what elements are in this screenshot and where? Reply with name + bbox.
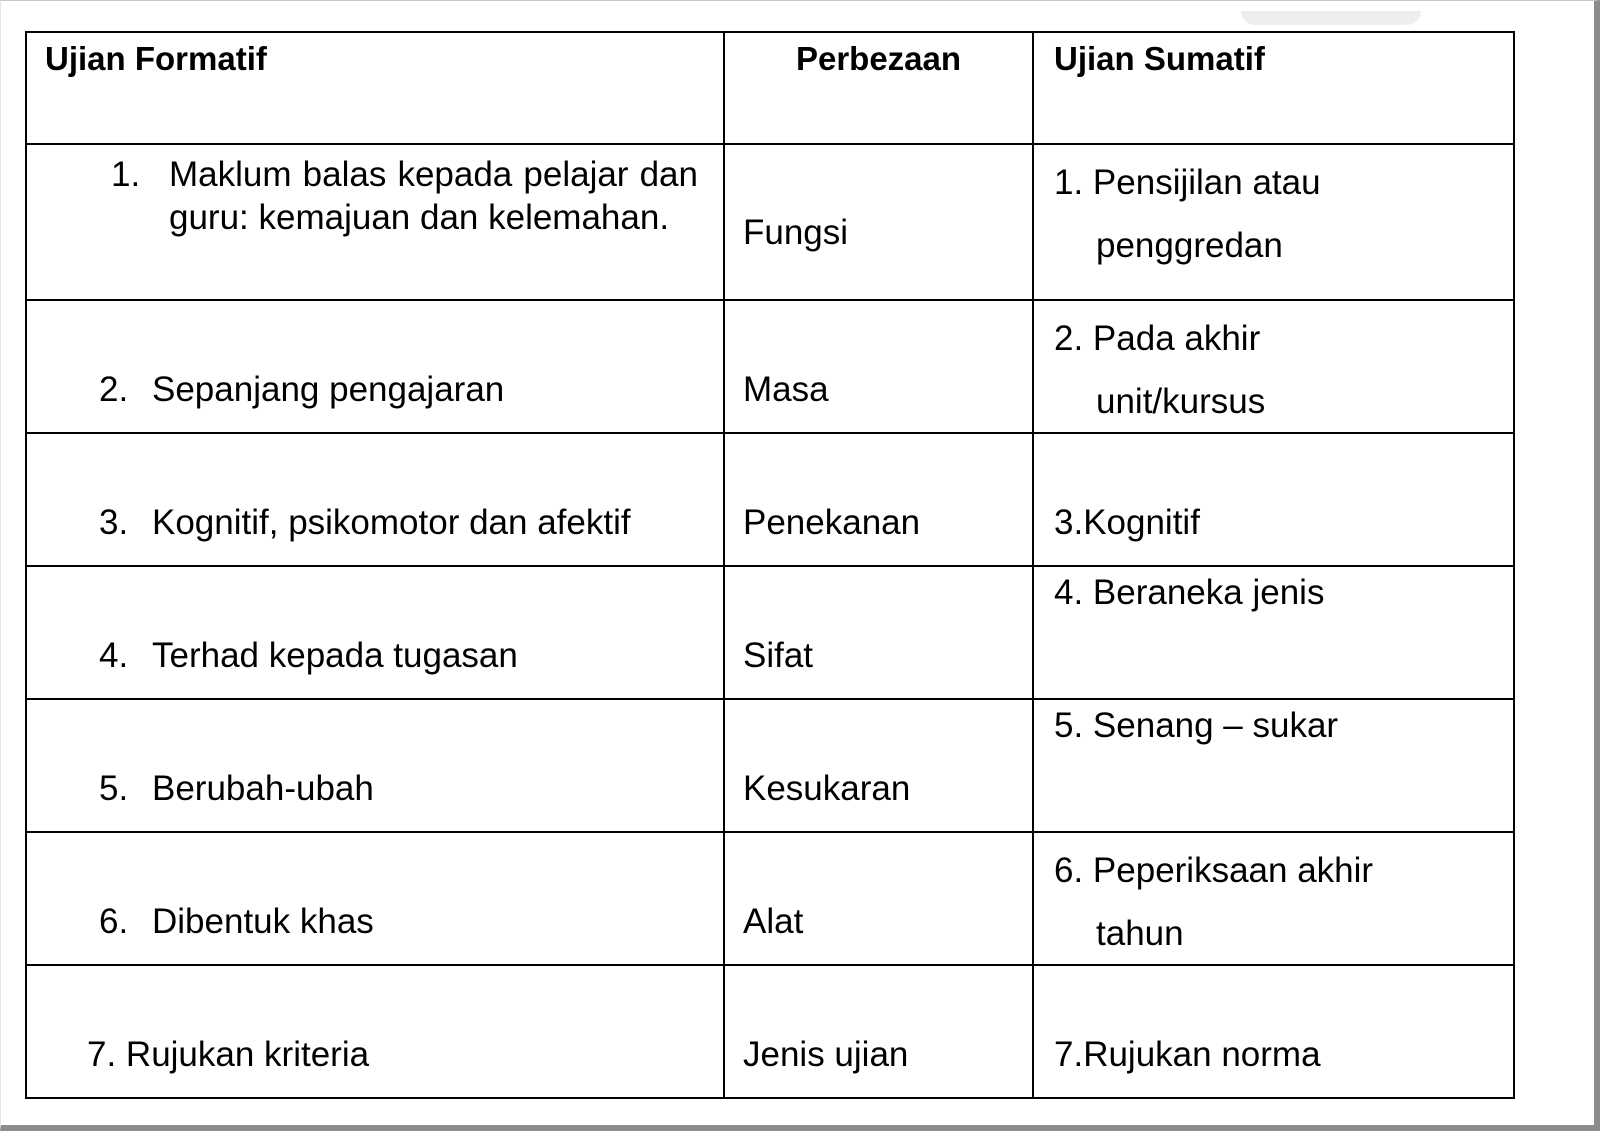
perbezaan-label: Sifat [743, 636, 814, 675]
header-perbezaan: Perbezaan [795, 40, 962, 77]
perbezaan-label: Penekanan [743, 503, 921, 542]
sumatif-item-2 [1054, 307, 1265, 433]
header-formatif: Ujian Formatif [45, 40, 267, 77]
sumatif-line-1: 2. Pada akhir [1054, 319, 1261, 358]
perbezaan-cell [724, 433, 1033, 566]
perbezaan-cell [724, 566, 1033, 699]
sumatif-line-2: penggredan [1096, 226, 1283, 265]
sumatif-item-1 [1054, 151, 1321, 277]
sumatif-cell [1033, 832, 1514, 965]
formatif-cell [26, 699, 724, 832]
item-number: 2. [99, 370, 129, 409]
sumatif-cell [1033, 144, 1514, 300]
formatif-item-4 [99, 636, 518, 676]
item-number: 4. [99, 636, 129, 675]
sumatif-item-5: 5. Senang – sukar [1054, 706, 1339, 745]
sumatif-cell [1033, 965, 1514, 1098]
formatif-item-2 [99, 370, 504, 410]
header-cell-sumatif [1033, 32, 1514, 144]
formatif-cell [26, 566, 724, 699]
perbezaan-cell [724, 965, 1033, 1098]
item-number: 3. [99, 503, 129, 542]
formatif-cell [26, 832, 724, 965]
perbezaan-cell [724, 144, 1033, 300]
table-header-row [26, 32, 1514, 144]
table-row [26, 832, 1514, 965]
formatif-cell [26, 965, 724, 1098]
item-number: 1. [111, 155, 141, 194]
sumatif-item-3: 3.Kognitif [1054, 503, 1200, 542]
item-text: Kognitif, psikomotor dan afektif [152, 503, 631, 542]
perbezaan-cell [724, 832, 1033, 965]
sumatif-cell [1033, 699, 1514, 832]
perbezaan-label: Alat [743, 902, 804, 941]
sumatif-item-6 [1054, 839, 1373, 965]
formatif-item-5 [99, 769, 374, 809]
item-text: Berubah-ubah [152, 769, 374, 808]
item-text: Sepanjang pengajaran [152, 370, 505, 409]
formatif-cell [26, 144, 724, 300]
perbezaan-cell [724, 699, 1033, 832]
table-row [26, 144, 1514, 300]
header-cell-perbezaan [724, 32, 1033, 144]
formatif-item-7: 7. Rujukan kriteria [87, 1035, 370, 1074]
formatif-cell [26, 433, 724, 566]
sumatif-cell [1033, 300, 1514, 433]
sumatif-item-7: 7.Rujukan norma [1054, 1035, 1321, 1074]
sumatif-line-1: 6. Peperiksaan akhir [1054, 851, 1374, 890]
sumatif-cell [1033, 566, 1514, 699]
header-sumatif: Ujian Sumatif [1054, 40, 1265, 77]
item-text: Terhad kepada tugasan [152, 636, 518, 675]
sumatif-line-2: unit/kursus [1096, 382, 1266, 421]
table-row [26, 566, 1514, 699]
formatif-item-6 [99, 902, 374, 942]
item-text: Maklum balas kepada pelajar dan guru: kemajuan dan kelemahan. [169, 155, 698, 237]
perbezaan-label: Masa [743, 370, 829, 409]
comparison-table [25, 31, 1515, 1099]
perbezaan-cell [724, 300, 1033, 433]
formatif-item-3 [99, 503, 631, 543]
perbezaan-label: Kesukaran [743, 769, 911, 808]
formatif-item-1 [111, 153, 698, 239]
sumatif-cell [1033, 433, 1514, 566]
table-row [26, 699, 1514, 832]
formatif-cell [26, 300, 724, 433]
perbezaan-label: Fungsi [743, 213, 849, 252]
table-row [26, 433, 1514, 566]
table-row [26, 300, 1514, 433]
header-cell-formatif [26, 32, 724, 144]
sumatif-line-2: tahun [1096, 914, 1184, 953]
sumatif-line-1: 1. Pensijilan atau [1054, 163, 1321, 202]
item-number: 6. [99, 902, 129, 941]
window-tab [1241, 11, 1421, 25]
perbezaan-label: Jenis ujian [743, 1035, 909, 1074]
item-number: 5. [99, 769, 129, 808]
item-text: Dibentuk khas [152, 902, 374, 941]
sumatif-item-4: 4. Beraneka jenis [1054, 573, 1325, 612]
table-row [26, 965, 1514, 1098]
